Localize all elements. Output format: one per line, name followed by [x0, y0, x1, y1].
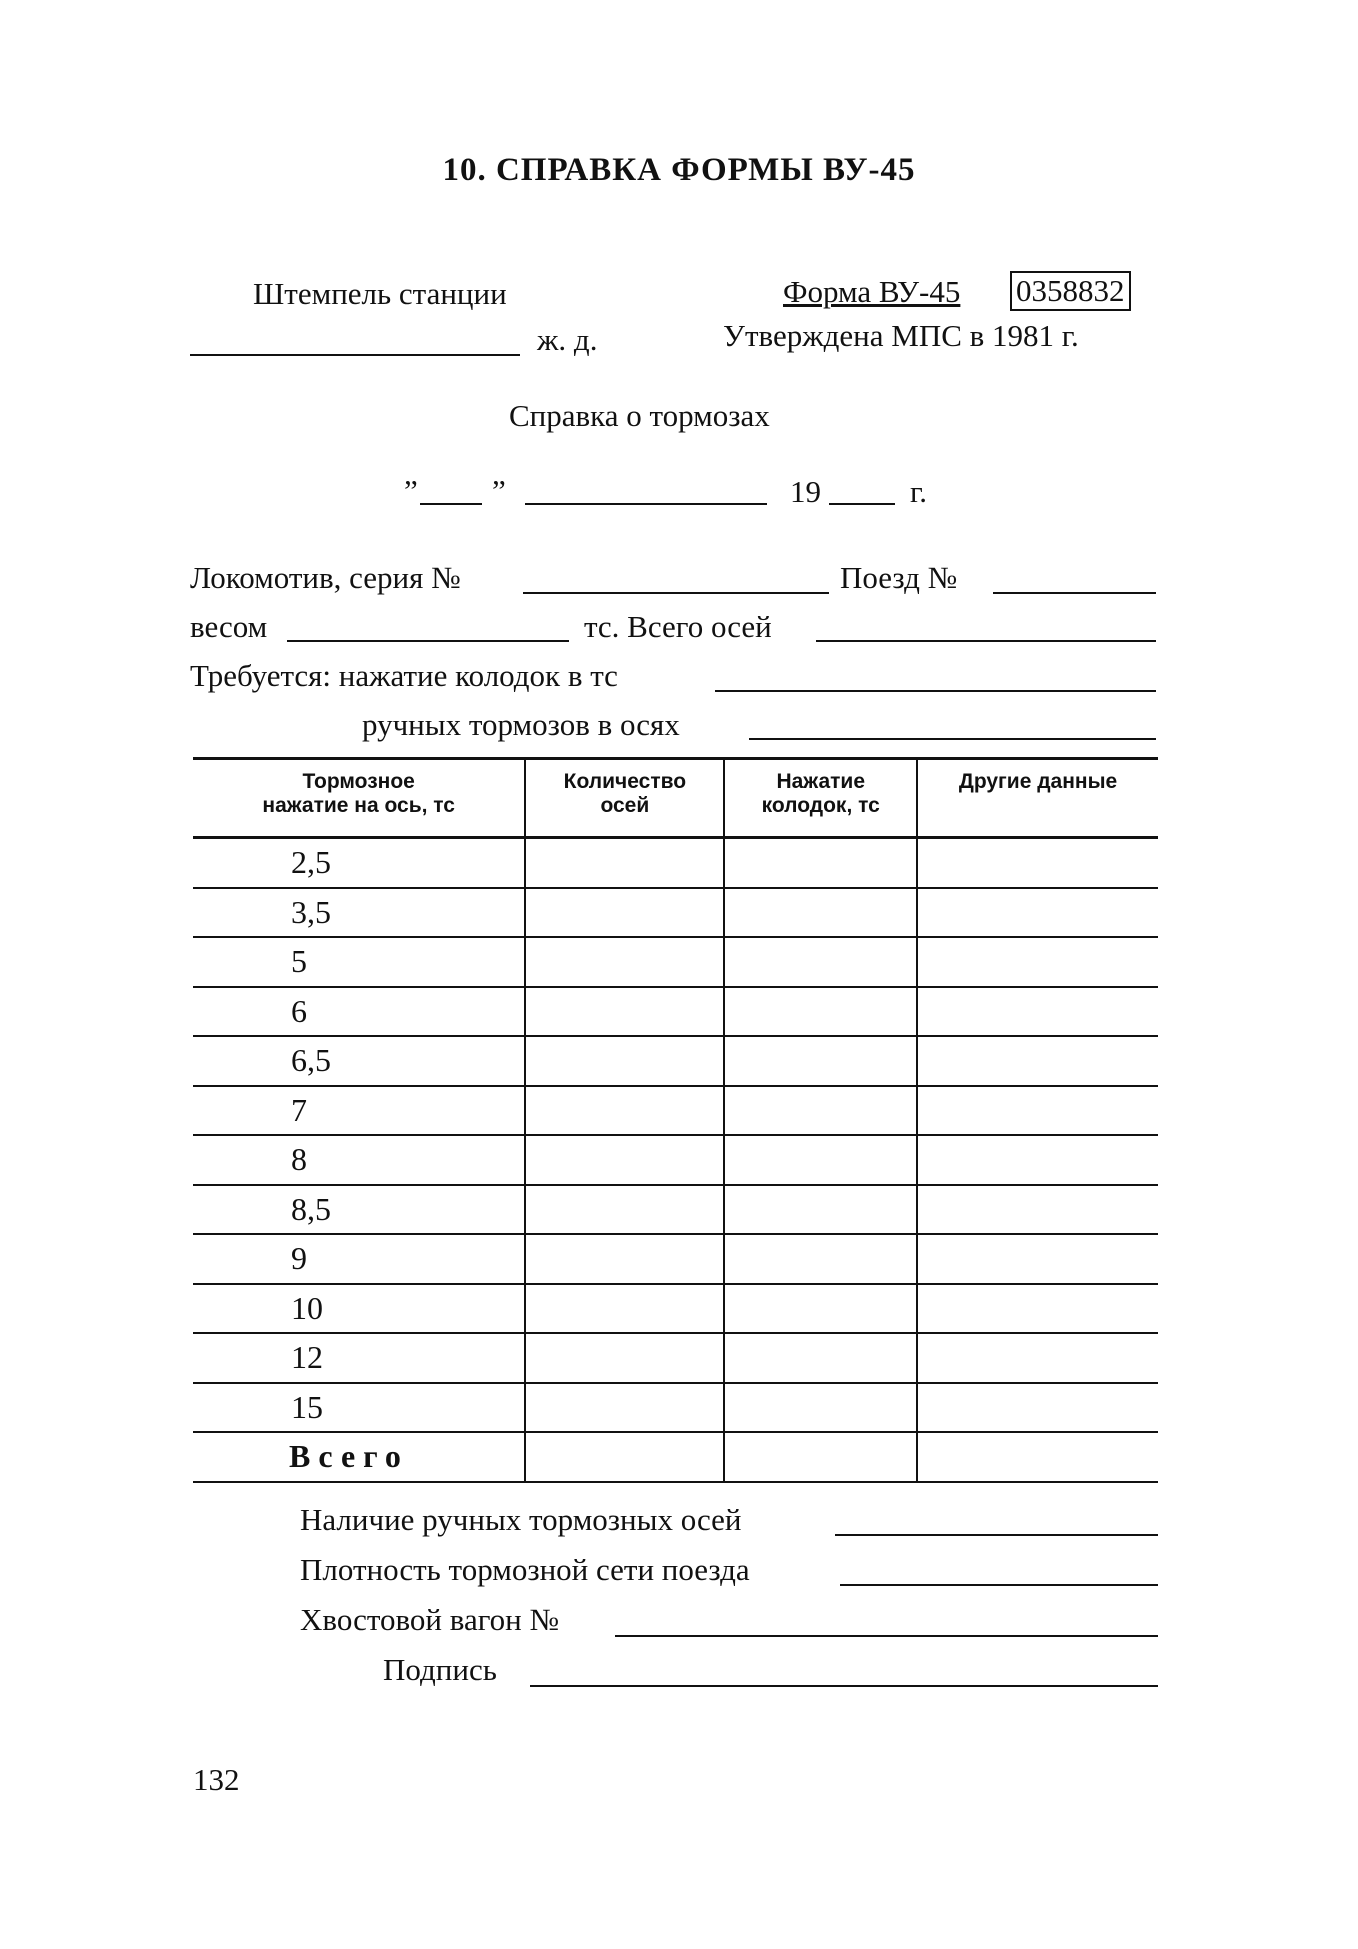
table-row	[193, 987, 1158, 1037]
axle-pressure-value: 2,5	[193, 838, 525, 888]
axle-pressure-value: 10	[193, 1284, 525, 1334]
shoe-pressure-cell[interactable]	[724, 1086, 917, 1136]
date-close-quote: ”	[492, 473, 506, 508]
shoe-pressure-cell[interactable]	[724, 987, 917, 1037]
date-open-quote: ”	[404, 473, 418, 508]
axles-label: тс. Всего осей	[584, 609, 772, 644]
required-shoes-line	[715, 690, 1156, 692]
locomotive-line	[523, 592, 829, 594]
table-row	[193, 888, 1158, 938]
shoe-pressure-cell[interactable]	[724, 1185, 917, 1235]
hand-axles-line	[835, 1534, 1158, 1536]
table-header-row	[193, 760, 1158, 838]
shoe-pressure-cell[interactable]	[724, 1234, 917, 1284]
other-data-cell[interactable]	[917, 888, 1158, 938]
header-shoe-pressure: Нажатие колодок, тс	[724, 760, 917, 838]
other-data-cell[interactable]	[917, 1432, 1158, 1482]
axle-count-cell[interactable]	[525, 1432, 724, 1482]
shoe-pressure-cell[interactable]	[724, 1036, 917, 1086]
shoe-pressure-cell[interactable]	[724, 1383, 917, 1433]
table-row	[193, 1135, 1158, 1185]
shoe-pressure-cell[interactable]	[724, 888, 917, 938]
other-data-cell[interactable]	[917, 1185, 1158, 1235]
tail-car-line	[615, 1635, 1158, 1637]
table-row	[193, 1383, 1158, 1433]
table-row	[193, 1284, 1158, 1334]
other-data-cell[interactable]	[917, 937, 1158, 987]
table-row	[193, 1234, 1158, 1284]
other-data-cell[interactable]	[917, 1284, 1158, 1334]
locomotive-label: Локомотив, серия №	[190, 560, 461, 595]
railway-name-line	[190, 354, 520, 356]
other-data-cell[interactable]	[917, 1333, 1158, 1383]
other-data-cell[interactable]	[917, 987, 1158, 1037]
signature-line	[530, 1685, 1158, 1687]
date-year-prefix: 19	[790, 474, 821, 509]
tail-car-label: Хвостовой вагон №	[300, 1602, 560, 1637]
axle-pressure-value: 9	[193, 1234, 525, 1284]
other-data-cell[interactable]	[917, 1086, 1158, 1136]
table-row	[193, 1036, 1158, 1086]
signature-label: Подпись	[383, 1652, 497, 1687]
axle-count-cell[interactable]	[525, 1135, 724, 1185]
other-data-cell[interactable]	[917, 1234, 1158, 1284]
axle-count-cell[interactable]	[525, 987, 724, 1037]
axle-count-cell[interactable]	[525, 1284, 724, 1334]
date-day-line	[420, 503, 482, 505]
page-number: 132	[193, 1762, 240, 1797]
table-row	[193, 1086, 1158, 1136]
axle-pressure-value: 15	[193, 1383, 525, 1433]
shoe-pressure-cell[interactable]	[724, 1135, 917, 1185]
axle-count-cell[interactable]	[525, 888, 724, 938]
axles-line	[816, 640, 1156, 642]
other-data-cell[interactable]	[917, 1135, 1158, 1185]
date-year-suffix: г.	[910, 474, 927, 509]
shoe-pressure-cell[interactable]	[724, 1333, 917, 1383]
axle-pressure-value: 6,5	[193, 1036, 525, 1086]
required-shoes-label: Требуется: нажатие колодок в тс	[190, 658, 618, 693]
approval-note: Утверждена МПС в 1981 г.	[723, 318, 1079, 353]
axle-pressure-value: 8	[193, 1135, 525, 1185]
axle-count-cell[interactable]	[525, 1086, 724, 1136]
header-other-data: Другие данные	[917, 760, 1158, 838]
table-row	[193, 937, 1158, 987]
axle-count-cell[interactable]	[525, 1185, 724, 1235]
stamp-label: Штемпель станции	[253, 276, 507, 311]
total-label: Всего	[193, 1432, 525, 1482]
date-month-line	[525, 503, 767, 505]
table-row	[193, 1333, 1158, 1383]
table-row	[193, 838, 1158, 888]
date-year-line	[829, 503, 895, 505]
hand-brakes-label: ручных тормозов в осях	[362, 707, 680, 742]
axle-pressure-value: 7	[193, 1086, 525, 1136]
axle-pressure-value: 12	[193, 1333, 525, 1383]
axle-pressure-value: 3,5	[193, 888, 525, 938]
axle-count-cell[interactable]	[525, 1333, 724, 1383]
table-total-row	[193, 1432, 1158, 1482]
brake-table	[193, 760, 1158, 1483]
hand-axles-label: Наличие ручных тормозных осей	[300, 1502, 742, 1537]
axle-count-cell[interactable]	[525, 1234, 724, 1284]
form-label: Форма ВУ-45	[783, 274, 961, 309]
railway-suffix: ж. д.	[537, 322, 598, 357]
weight-line	[287, 640, 569, 642]
table-row	[193, 1185, 1158, 1235]
form-number: 0358832	[1010, 271, 1131, 311]
train-label: Поезд №	[840, 560, 958, 595]
density-label: Плотность тормозной сети поезда	[300, 1552, 750, 1587]
other-data-cell[interactable]	[917, 1036, 1158, 1086]
shoe-pressure-cell[interactable]	[724, 838, 917, 888]
axle-pressure-value: 6	[193, 987, 525, 1037]
axle-pressure-value: 5	[193, 937, 525, 987]
header-axle-pressure: Тормозное нажатие на ось, тс	[193, 760, 525, 838]
shoe-pressure-cell[interactable]	[724, 937, 917, 987]
axle-count-cell[interactable]	[525, 1036, 724, 1086]
axle-pressure-value: 8,5	[193, 1185, 525, 1235]
axle-count-cell[interactable]	[525, 1383, 724, 1433]
density-line	[840, 1584, 1158, 1586]
page-title: 10. СПРАВКА ФОРМЫ ВУ-45	[442, 152, 916, 188]
shoe-pressure-cell[interactable]	[724, 1432, 917, 1482]
axle-count-cell[interactable]	[525, 838, 724, 888]
train-line	[993, 592, 1156, 594]
document-subtitle: Справка о тормозах	[509, 398, 770, 433]
other-data-cell[interactable]	[917, 838, 1158, 888]
shoe-pressure-cell[interactable]	[724, 1284, 917, 1334]
weight-label: весом	[190, 609, 268, 644]
header-axle-count: Количество осей	[525, 760, 724, 838]
other-data-cell[interactable]	[917, 1383, 1158, 1433]
axle-count-cell[interactable]	[525, 937, 724, 987]
hand-brakes-line	[749, 738, 1156, 740]
